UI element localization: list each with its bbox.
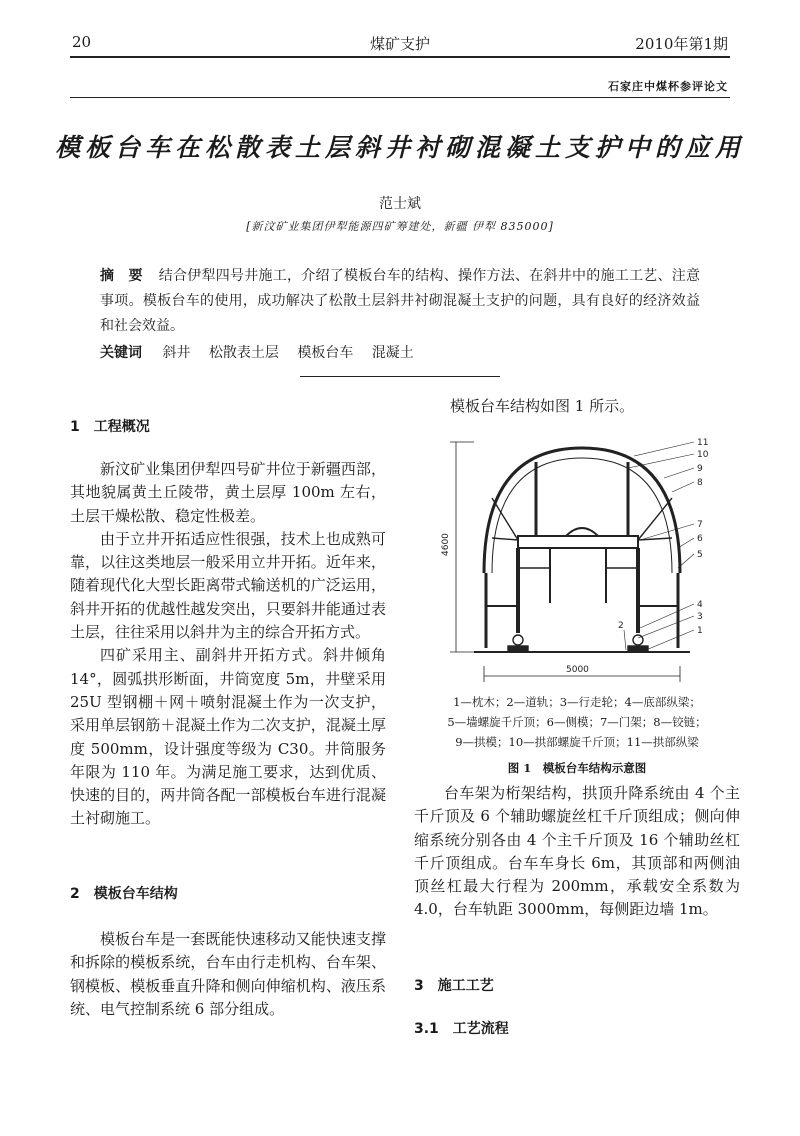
right-body [414,782,740,922]
abstract [100,264,700,339]
legend-line: 1—枕木；2—道轨；3—行走轮；4—底部纵梁； [453,695,701,709]
keyword: 模板台车 [297,345,354,361]
affiliation: [新汶矿业集团伊犁能源四矿筹建处，新疆 伊犁 835000] [246,220,554,233]
part-number: 9 [697,464,703,474]
paragraph: 新汶矿业集团伊犁四号矿井位于新疆西部，其地貌属黄土丘陵带，黄土层厚 100m 左右，土层干燥松散、稳定性极差。 [70,460,386,525]
part-number: 10 [697,450,709,460]
abstract-text: 结合伊犁四号井施工，介绍了模板台车的结构、操作方法、在斜井中的施工工艺、注意事项。模板台车的使用，成功解决了松散土层斜井衬砌混凝土支护的问题，具有良好的经济效益和社会效益。 [100,268,700,334]
gantry-beam [518,536,638,548]
part-number: 3 [697,612,703,622]
figure-intro: 模板台车结构如图 1 所示。 [450,397,635,415]
keywords [100,342,428,362]
figure-1-diagram [414,428,740,690]
section-1-body [70,458,386,831]
keyword: 松散表土层 [208,345,279,361]
paragraph: 台车架为桁架结构，拱顶升降系统由 4 个主千斤顶及 6 个辅助螺旋丝杠千斤顶组成；侧向伸缩系统分别各由 4 个主千斤顶及 16 个辅助丝杠千斤顶组成。台车车身长 6m，其顶部和两侧油顶丝杠最大行程为 200mm，承载安全系数为 4.0，台车轨距 3000mm，每侧距边墙 1m。 [414,784,740,919]
part-number: 11 [697,438,709,448]
part-number: 4 [697,600,703,610]
figure-caption: 图 1 模板台车结构示意图 [507,761,647,775]
keywords-label: 关键词 [100,345,142,361]
header-rule [70,56,730,58]
abstract-label: 摘 要 [100,268,143,284]
subtitle-rule [70,97,730,98]
issue-label: 2010年第1期 [635,35,728,53]
section-3-1-heading: 3.1 工艺流程 [414,1021,509,1037]
paragraph: 四矿采用主、副斜井开拓方式。斜井倾角 14°，圆弧拱形断面，井筒宽度 5m，井壁采用 25U 型钢棚＋网＋喷射混凝土作为一次支护，采用单层钢筋＋混凝土作为二次支护，混凝土厚度 500mm，设计强度等级为 C30。井筒服务年限为 110 年。为满足施工要求，达到优质、快速的目的，两井筒各配一部模板台车进行混凝土衬砌施工。 [70,646,386,828]
section-2-body [70,928,386,1021]
part-number: 6 [697,534,703,544]
width-label: 5000 [566,665,589,675]
author: 范士斌 [379,196,421,212]
wheel [513,635,523,645]
arch-formwork [484,448,680,573]
part-number: 8 [697,478,703,488]
section-1-heading: 1 工程概况 [70,419,150,435]
legend-line: 5—墙螺旋千斤顶；6—侧模；7—门架；8—铰链； [447,715,707,729]
part-number: 2 [618,621,624,631]
section-3-heading: 3 施工工艺 [414,978,494,994]
abstract-divider [300,376,500,377]
keyword: 斜井 [162,345,191,361]
legend-line: 9—拱模；10—拱部螺旋千斤顶；11—拱部纵梁 [455,735,699,749]
keyword: 混凝土 [371,345,414,361]
page-number: 20 [72,33,92,51]
paragraph: 模板台车是一套既能快速移动又能快速支撑和拆除的模板系统，台车由行走机构、台车架、钢模板、模板垂直升降和侧向伸缩机构、液压系统、电气控制系统 6 部分组成。 [70,930,386,1018]
part-number: 1 [697,626,703,636]
section-2-heading: 2 模板台车结构 [70,886,178,902]
part-number: 7 [697,520,703,530]
sleeper [508,646,528,651]
part-number: 5 [697,550,703,560]
contest-label: 石家庄中煤杯参评论文 [608,80,728,93]
height-label: 4600 [441,533,451,556]
figure-legend [414,692,740,752]
paragraph: 由于立井开拓适应性很强，技术上也成熟可靠，以往这类地层一般采用立井开拓。近年来，随着现代化大型长距离带式输送机的广泛运用，斜井开拓的优越性越发突出，只要斜井能通过表土层，往往采用以斜井为主的综合开拓方式。 [70,529,386,642]
journal-name: 煤矿支护 [369,35,430,53]
paper-title: 模板台车在松散表土层斜井衬砌混凝土支护中的应用 [54,133,745,162]
